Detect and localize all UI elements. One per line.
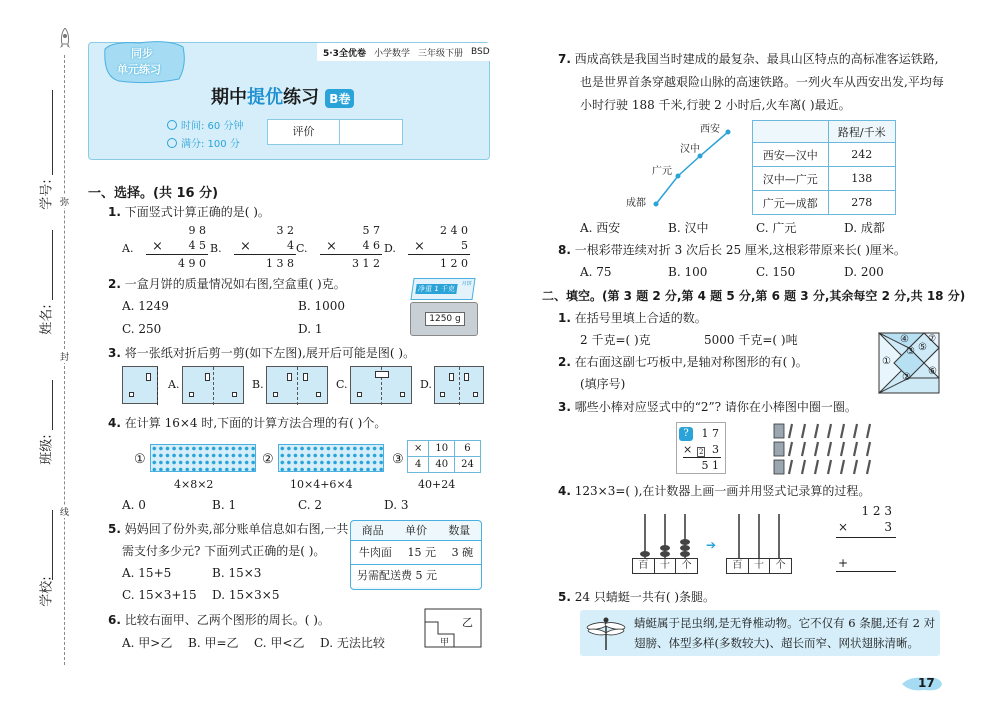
s2-q2-text: 在右面这副七巧板中,是轴对称图形的有( )。 <box>574 355 808 369</box>
stick[interactable] <box>854 442 857 456</box>
s2-q4-vertical[interactable] <box>836 504 896 574</box>
q3-text: 将一张纸对折后剪一剪(如下左图),展开后可能是图( )。 <box>124 346 416 360</box>
v4-top: 1 2 3 <box>861 504 892 518</box>
stick[interactable] <box>828 442 831 456</box>
q5 <box>108 520 348 538</box>
q8-option-c[interactable]: C. 150 <box>756 265 796 279</box>
bill-card <box>350 520 482 590</box>
q3-option-c[interactable] <box>350 366 412 404</box>
badge-line-1: 同步 <box>131 47 153 60</box>
s2-q1 <box>558 309 707 327</box>
q1-c-mid: 4 6 <box>362 239 380 252</box>
q4-method-2: 10×4+6×4 <box>290 478 353 491</box>
q1-option-a[interactable] <box>122 224 208 272</box>
stick[interactable] <box>802 424 805 438</box>
q1-d-top: 2 4 0 <box>440 224 468 237</box>
class-label: 班级: <box>39 434 55 465</box>
q1-d-bot: 1 2 0 <box>440 257 468 270</box>
s2-q1-b[interactable]: 5000 千克=( )吨 <box>704 333 798 347</box>
seal-char-2: 封 <box>60 350 69 363</box>
q1-d-label: D. <box>384 242 396 255</box>
q2-text: 一盒月饼的质量情况如右图,空盒重( )克。 <box>124 277 346 291</box>
q2-number: 2. <box>108 277 121 291</box>
badge <box>99 39 187 85</box>
score-label: 满分: 100 分 <box>181 139 240 150</box>
q1-c-times: × <box>326 239 337 254</box>
q1-b-top: 3 2 <box>276 224 294 237</box>
id-input-line[interactable] <box>52 90 53 175</box>
qmark-badge: ? <box>679 427 693 441</box>
mooncake-box <box>410 278 475 300</box>
q4-option-d[interactable]: D. 3 <box>384 498 409 512</box>
q5-text-2: 需支付多少元? 下面列式正确的是( )。 <box>122 544 326 558</box>
abacus-1 <box>632 510 698 574</box>
piece-6: ⑥ <box>928 366 937 377</box>
s2-q1-a[interactable]: 2 千克=( )克 <box>580 333 651 347</box>
title-badge: B卷 <box>325 89 354 108</box>
q1-c-top: 5 7 <box>362 224 380 237</box>
stick[interactable] <box>867 424 870 438</box>
class-input-line[interactable] <box>52 380 53 430</box>
q4-circ-2: ② <box>262 452 274 467</box>
q8 <box>558 241 906 259</box>
q4-method-3: 40+24 <box>418 478 456 491</box>
q8-text: 一根彩带连续对折 3 次后长 25 厘米,这根彩带原来长( )厘米。 <box>574 243 906 257</box>
q3-option-d-label[interactable]: D. <box>420 378 432 391</box>
q5-number: 5. <box>108 522 121 536</box>
stick[interactable] <box>841 442 844 456</box>
name-input-line[interactable] <box>52 230 53 300</box>
s2-q5-number: 5. <box>558 590 571 604</box>
q3-option-d[interactable] <box>434 366 484 404</box>
v4-times: × <box>838 520 849 534</box>
city-xian: 西安 <box>700 124 720 135</box>
city-hanzhong: 汉中 <box>680 144 700 155</box>
s2-q5 <box>558 588 715 606</box>
q1 <box>108 203 270 221</box>
table-row <box>753 167 896 191</box>
field-name <box>38 230 58 350</box>
s2-q3-text: 哪些小棒对应竖式中的“2”? 请你在小棒图中圈一圈。 <box>574 400 857 414</box>
grid-cell: 10 <box>429 441 455 457</box>
q3-option-a-label[interactable]: A. <box>168 378 180 391</box>
bill-r-2: 15 元 <box>407 546 436 559</box>
bill-h-3: 数量 <box>448 524 471 537</box>
q1-a-label: A. <box>122 242 134 255</box>
q5-option-b[interactable]: B. 15×3 <box>212 566 262 580</box>
q5-option-c[interactable]: C. 15×3+15 <box>122 588 197 602</box>
distance: 242 <box>828 143 895 167</box>
s2-q3 <box>558 398 857 416</box>
grade-label: 三年级下册 <box>417 48 463 59</box>
q4-text: 在计算 16×4 时,下面的计算方法合理的有( )个。 <box>124 416 387 430</box>
s2-q4-text: 123×3=( ),在计数器上画一画并用竖式记录算的过程。 <box>574 484 871 498</box>
q2-option-b[interactable]: B. 1000 <box>298 299 345 313</box>
q1-b-mid: 4 <box>287 239 294 252</box>
q5-text-1: 妈妈回了份外卖,部分账单信息如右图,一共 <box>124 522 349 536</box>
q1-b-label: B. <box>210 242 222 255</box>
stick[interactable] <box>802 442 805 456</box>
q1-c-bot: 3 1 2 <box>352 257 380 270</box>
badge-line-2: 单元练习 <box>117 63 161 76</box>
dragonfly-icon <box>586 614 626 652</box>
tip-card <box>580 610 940 656</box>
q7-option-a[interactable]: A. 西安 <box>580 221 621 235</box>
route: 广元—成都 <box>753 191 829 215</box>
stick[interactable] <box>854 460 857 474</box>
place-tens: 十 <box>655 559 677 573</box>
grid-cell: × <box>408 441 429 457</box>
tip-line-1: 蜻蜓属于昆虫纲,是无脊椎动物。它不仅有 6 条腿,还有 2 对 <box>634 616 936 630</box>
q1-option-b[interactable] <box>210 224 296 272</box>
bill-header <box>351 521 481 541</box>
scale-display: 1250 g <box>425 312 465 326</box>
bill-r-1: 牛肉面 <box>358 546 392 559</box>
binding-sidebar <box>0 0 80 719</box>
v-bot: 5 1 <box>701 459 719 472</box>
school-label: 学校: <box>39 576 55 607</box>
s2-q1-text: 在括号里填上合适的数。 <box>574 311 707 325</box>
title-part-b: 提优 <box>247 87 283 108</box>
eval-input[interactable] <box>340 120 402 144</box>
q7-line-3: 小时行驶 188 千米,行驶 2 小时后,火车离( )最近。 <box>580 98 851 112</box>
seal-char-3: 线 <box>60 505 69 518</box>
q7-option-b[interactable]: B. 汉中 <box>668 221 709 235</box>
piece-3: ③ <box>906 346 915 357</box>
table-corner <box>753 121 829 143</box>
stick[interactable] <box>828 424 831 438</box>
q2-option-a[interactable]: A. 1249 <box>122 299 169 313</box>
q4-option-b[interactable]: B. 1 <box>212 498 237 512</box>
stick[interactable] <box>789 460 792 474</box>
stick-bundle[interactable] <box>774 460 784 474</box>
s2-q3-vertical <box>676 422 726 474</box>
shape-yi: 乙 <box>462 616 473 629</box>
s2-q5-text: 24 只蜻蜓一共有( )条腿。 <box>574 590 716 604</box>
school-input-line[interactable] <box>52 510 53 580</box>
stick[interactable] <box>854 424 857 438</box>
page-number <box>900 674 944 694</box>
abacus-base <box>726 558 792 574</box>
q4-option-a[interactable]: A. 0 <box>122 498 146 512</box>
place-ones: 个 <box>775 560 786 571</box>
clock-icon <box>167 120 177 130</box>
q2-option-d[interactable]: D. 1 <box>298 322 323 336</box>
box-label: 净重 1 千克 <box>415 284 457 294</box>
piece-7: ⑦ <box>928 334 937 344</box>
q3 <box>108 344 415 362</box>
q8-option-a[interactable]: A. 75 <box>580 265 612 279</box>
v-top: 1 7 <box>701 427 719 440</box>
q4-option-c[interactable]: C. 2 <box>298 498 323 512</box>
abacus-base <box>632 558 698 574</box>
abacus-2[interactable] <box>726 510 792 574</box>
stick[interactable] <box>828 460 831 474</box>
q4-circ-1: ① <box>134 452 146 467</box>
q7-option-d[interactable]: D. 成都 <box>844 221 885 235</box>
q1-option-d[interactable] <box>384 224 470 272</box>
check-icon <box>167 138 177 148</box>
q3-option-c-label[interactable]: C. <box>336 378 348 391</box>
s2-q2-number: 2. <box>558 355 571 369</box>
stick[interactable] <box>815 460 818 474</box>
q6-number: 6. <box>108 613 121 627</box>
grid-cell: 40 <box>429 457 455 473</box>
q7-line-1: 西成高铁是我国当时建成的最复杂、最具山区特点的高标准客运铁路, <box>574 52 939 66</box>
place-hundreds: 百 <box>727 559 749 573</box>
stick[interactable] <box>789 424 792 438</box>
tangram <box>878 332 940 394</box>
subject-label: 小学数学 <box>373 48 410 59</box>
id-label: 学号: <box>39 179 55 210</box>
stick[interactable] <box>867 460 870 474</box>
q6-text: 比较右面甲、乙两个图形的周长。( )。 <box>124 613 330 627</box>
q7-option-c[interactable]: C. 广元 <box>756 221 797 235</box>
route: 西安—汉中 <box>753 143 829 167</box>
route: 汉中—广元 <box>753 167 829 191</box>
shape-jia: 甲 <box>440 638 450 648</box>
piece-2: ② <box>902 372 911 383</box>
q5-option-d[interactable]: D. 15×3×5 <box>212 588 280 602</box>
q3-option-b-label[interactable]: B. <box>252 378 264 391</box>
stick[interactable] <box>815 442 818 456</box>
q6-figure <box>424 608 482 648</box>
stick[interactable] <box>841 424 844 438</box>
stick-bundle[interactable] <box>774 424 784 438</box>
rocket-icon <box>58 28 72 50</box>
table-header: 路程/千米 <box>828 121 895 143</box>
q3-option-b[interactable] <box>266 366 328 404</box>
v4-plus: + <box>838 556 849 570</box>
q6-option-c[interactable]: C. 甲<乙 <box>254 636 305 650</box>
q1-a-times: × <box>152 239 163 254</box>
edition-label: BSD <box>470 47 490 57</box>
scale-figure <box>408 278 480 338</box>
stick[interactable] <box>841 460 844 474</box>
q4-grid <box>407 440 481 473</box>
q3-number: 3. <box>108 346 121 360</box>
q8-option-b[interactable]: B. 100 <box>668 265 708 279</box>
table-row <box>753 191 896 215</box>
stick[interactable] <box>867 442 870 456</box>
stick[interactable] <box>815 424 818 438</box>
section-1-title: 一、选择。(共 16 分) <box>88 186 219 201</box>
series-label: 5·3全优卷 <box>323 48 366 59</box>
arrow-icon: ➔ <box>706 538 717 552</box>
seal-char-1: 弥 <box>60 195 69 208</box>
q1-b-times: × <box>240 239 251 254</box>
dot-array-1 <box>150 444 256 472</box>
page-title <box>211 83 354 109</box>
q8-option-d[interactable]: D. 200 <box>844 265 884 279</box>
stick[interactable] <box>789 442 792 456</box>
eval-label: 评价 <box>268 120 340 144</box>
q1-b-bot: 1 3 8 <box>266 257 294 270</box>
table-row <box>753 143 896 167</box>
s2-q4 <box>558 482 870 500</box>
stick-bundles[interactable] <box>772 420 892 478</box>
field-id <box>38 90 58 210</box>
time-label: 时间: 60 分钟 <box>181 121 244 132</box>
q1-a-mid: 4 5 <box>188 239 206 252</box>
q4-method-1: 4×8×2 <box>174 478 214 491</box>
folded-paper <box>122 366 158 404</box>
v-mid: 3 <box>712 443 719 456</box>
q6-option-b[interactable]: B. 甲=乙 <box>188 636 239 650</box>
q6-option-a[interactable]: A. 甲>乙 <box>122 636 173 650</box>
q1-a-top: 9 8 <box>188 224 206 237</box>
v4-mid: 3 <box>884 520 892 534</box>
q6 <box>108 611 330 629</box>
field-class <box>38 380 58 490</box>
title-part-a: 期中 <box>211 87 247 108</box>
q7-line-2: 也是世界首条穿越艰险山脉的高速铁路。一列火车从西安出发,平均每 <box>580 75 944 89</box>
box-tag: 月饼 <box>461 281 473 287</box>
q7-number: 7. <box>558 52 571 66</box>
grid-cell: 4 <box>408 457 429 473</box>
q8-number: 8. <box>558 243 571 257</box>
city-chengdu: 成都 <box>626 198 646 209</box>
name-label: 姓名: <box>39 304 55 335</box>
bill-footer: 另需配送费 5 元 <box>351 565 481 587</box>
eval-box <box>267 119 403 145</box>
field-school <box>38 510 58 620</box>
q1-option-c[interactable] <box>296 224 382 272</box>
q4-methods <box>122 440 482 494</box>
rail-map <box>620 118 740 214</box>
bill-h-2: 单价 <box>404 524 427 537</box>
q6-option-d[interactable]: D. 无法比较 <box>320 636 385 650</box>
s2-q2-text-2: (填序号) <box>580 377 626 391</box>
s2-q1-number: 1. <box>558 311 571 325</box>
s2-q4-number: 4. <box>558 484 571 498</box>
distance: 138 <box>828 167 895 191</box>
piece-5: ⑤ <box>918 342 927 353</box>
q1-a-bot: 4 9 0 <box>178 257 206 270</box>
page-number-text: 17 <box>918 676 935 690</box>
q1-c-label: C. <box>296 242 308 255</box>
q1-d-times: × <box>414 239 425 254</box>
q1-d-mid: 5 <box>461 239 468 252</box>
q4-number: 4. <box>108 416 121 430</box>
bill-h-1: 商品 <box>361 524 384 537</box>
title-part-c: 练习 <box>283 87 319 108</box>
tip-line-2: 翅膀、体型多样(多数较大)、超长而窄、网状翅脉清晰。 <box>634 636 919 650</box>
place-tens: 十 <box>749 559 771 573</box>
q5-option-a[interactable]: A. 15+5 <box>122 566 172 580</box>
place-hundreds: 百 <box>633 559 655 573</box>
piece-1: ① <box>882 356 891 367</box>
q3-figures <box>122 366 482 406</box>
grid-cell: 6 <box>455 441 481 457</box>
q1-text: 下面竖式计算正确的是( )。 <box>124 205 270 219</box>
q2 <box>108 275 346 293</box>
piece-4: ④ <box>900 334 909 345</box>
section-2-title: 二、填空。(第 3 题 2 分,第 4 题 5 分,第 6 题 3 分,其余每空 2 分,共 18 分) <box>542 289 966 303</box>
bill-row <box>351 541 481 565</box>
v-carry: 2 <box>699 448 704 456</box>
distance-table <box>752 120 896 215</box>
stick-bundle[interactable] <box>774 442 784 456</box>
q4-circ-3: ③ <box>392 452 404 467</box>
distance: 278 <box>828 191 895 215</box>
q2-option-c[interactable]: C. 250 <box>122 322 162 336</box>
q7 <box>558 50 939 68</box>
q4 <box>108 414 386 432</box>
header-tabs <box>317 43 491 61</box>
stick[interactable] <box>802 460 805 474</box>
s2-q3-number: 3. <box>558 400 571 414</box>
city-guangyuan: 广元 <box>652 166 672 177</box>
dot-array-2 <box>278 444 384 472</box>
s2-q2 <box>558 353 808 371</box>
scale-body <box>410 302 478 336</box>
v-times: × <box>683 443 693 456</box>
bill-r-3: 3 碗 <box>451 546 474 559</box>
grid-cell: 24 <box>455 457 481 473</box>
q1-options <box>122 224 468 272</box>
q1-number: 1. <box>108 205 121 219</box>
q3-option-a[interactable] <box>182 366 244 404</box>
place-ones: 个 <box>681 560 692 571</box>
header-panel <box>88 42 490 160</box>
